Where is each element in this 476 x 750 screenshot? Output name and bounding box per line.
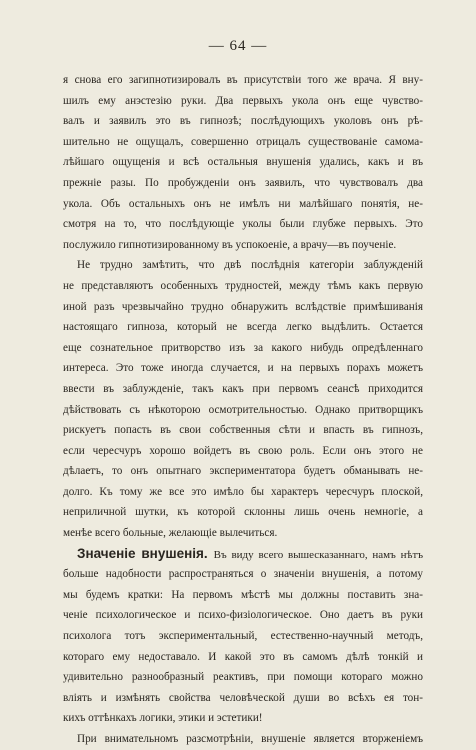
text-line — [63, 564, 423, 585]
line-text: неприличной шутки, къ которой склонны лишь очень немногіе, а — [63, 506, 423, 519]
text-line — [63, 132, 423, 153]
text-line — [63, 317, 423, 338]
line-text: смотря на то, что послѣдующіе уколы были глубже первыхъ. Это — [63, 218, 423, 231]
line-text: ченіе психологическое и психо-физіологическое. Оно даетъ въ руки — [63, 609, 423, 622]
line-text: дѣлаетъ, то онъ опытнаго экспериментатора будетъ обманывать не- — [63, 465, 423, 478]
line-text: прежніе разы. По пробужденіи онъ заявилъ, что чувствовалъ два — [63, 176, 423, 189]
text-line — [63, 214, 423, 235]
text-line — [63, 235, 423, 256]
text-line — [63, 358, 423, 379]
line-text: мы будемъ кратки: На первомъ мѣстѣ мы должны поставить зна- — [63, 588, 423, 601]
text-line — [63, 255, 423, 276]
text-line — [63, 585, 423, 606]
line-text: менѣе всего больные, желающіе вылечиться. — [63, 527, 278, 540]
text-line — [63, 729, 423, 750]
text-line — [63, 338, 423, 359]
line-text: интереса. Это тоже иногда случается, и на первыхъ порахъ можетъ — [63, 362, 423, 375]
line-text: лѣйшаго ощущенія и всѣ остальныя внушенія удались, какъ и въ — [63, 156, 423, 169]
text-line — [63, 708, 423, 729]
text-line — [63, 276, 423, 297]
line-text: больше надобности распространяться о значеніи внушенія, а потому — [63, 568, 423, 581]
text-line — [63, 626, 423, 647]
line-text: котораго ему недоставало. И какой это въ самомъ дѣлѣ тонкій и — [63, 650, 423, 663]
line-text: шилъ ему анэстезію руки. Два первыхъ укола онъ еще чувство- — [63, 94, 423, 107]
text-line — [63, 420, 423, 441]
text-line — [63, 400, 423, 421]
text-line — [63, 461, 423, 482]
line-text: удивительно разнообразный реактивъ, при помощи котораго можно — [63, 671, 423, 684]
line-text: кихъ оттѣнкахъ логики, этики и эстетики! — [63, 712, 263, 725]
text-line — [63, 152, 423, 173]
text-line — [63, 605, 423, 626]
text-line — [63, 647, 423, 668]
line-text: психолога тотъ экспериментальный, естественно-научный методъ, — [63, 630, 423, 643]
page-number: — 64 — — [208, 38, 268, 54]
text-line — [63, 441, 423, 462]
text-line — [63, 173, 423, 194]
line-text: настоящаго гипноза, который не всегда легко выдѣлить. Остается — [63, 321, 423, 334]
text-line — [63, 194, 423, 215]
section-heading: Значеніе внушенія. — [77, 545, 208, 561]
text-line — [63, 482, 423, 503]
text-line — [63, 523, 423, 544]
line-text: При внимательномъ разсмотрѣніи, внушеніе является вторженіемъ — [77, 733, 423, 745]
line-text: послужило гипнотизированному въ успокоеніе, а врачу—въ поученіе. — [63, 238, 397, 251]
text-line — [63, 688, 423, 709]
text-line — [63, 667, 423, 688]
line-text: дѣйствовать съ нѣкоторою осмотрительностью. Однако притворщикъ — [63, 403, 423, 416]
line-text: если чересчуръ хорошо войдетъ въ свою роль. Если онъ этого не — [63, 444, 423, 457]
line-text: валъ и заявилъ это въ гипнозѣ; послѣдующихъ уколовъ онъ рѣ- — [63, 115, 423, 128]
line-text: ввести въ заблужденіе, такъ какъ при первомъ сеансѣ приходится — [63, 382, 423, 395]
line-text: шительно не ощущалъ, совершенно отрицалъ существованіе самома- — [63, 135, 423, 148]
body-text — [63, 70, 423, 750]
text-line — [63, 502, 423, 523]
line-text: Не трудно замѣтить, что двѣ послѣднія категоріи заблужденій — [77, 259, 423, 272]
line-text: долго. Къ тому же все это имѣло бы характеръ чересчуръ плоской, — [63, 485, 423, 498]
line-text: иной разъ чрезвычайно трудно обнаружить вслѣдствіе примѣшиванія — [63, 300, 423, 313]
text-line — [63, 91, 423, 112]
line-text: еще сознательное притворство изъ за какого нибудь опредѣленнаго — [63, 341, 423, 354]
text-line — [63, 70, 423, 91]
line-text: укола. Объ остальныхъ онъ не имѣлъ ни малѣйшаго понятія, не- — [63, 197, 423, 210]
text-line — [63, 111, 423, 132]
line-text: рискуетъ попасть въ свои собственныя сѣти и впасть въ гипнозъ, — [63, 424, 423, 437]
line-text: Въ виду всего вышесказаннаго, намъ нѣтъ — [213, 548, 424, 561]
line-text: я снова его загипнотизировалъ въ присутствіи того же врача. Я вну- — [63, 74, 423, 86]
text-line — [63, 379, 423, 400]
line-text: вліять и измѣнять свойства человѣческой души во всѣхъ ея тон- — [63, 691, 423, 704]
line-text: не представляютъ особенныхъ трудностей, между тѣмъ какъ первую — [63, 279, 423, 292]
section-heading-line — [63, 544, 423, 565]
text-line — [63, 297, 423, 318]
